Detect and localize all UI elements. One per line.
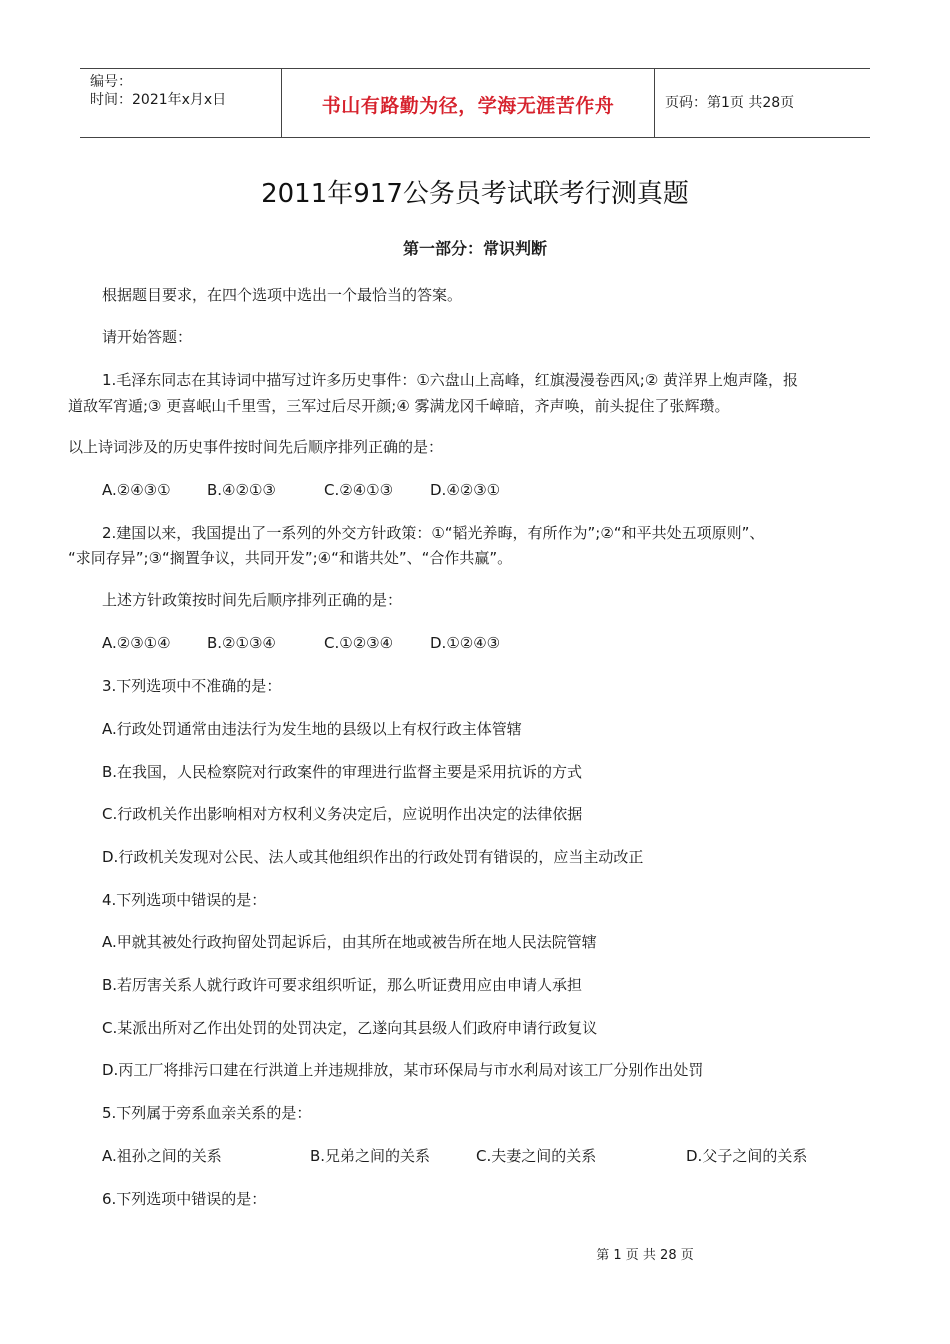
q3-option-c: C.行政机关作出影响相对方权利义务决定后，应说明作出决定的法律依据 bbox=[102, 805, 583, 823]
q5-option-b: B.兄弟之间的关系 bbox=[310, 1147, 431, 1165]
page-footer: 第 1 页 共 28 页 bbox=[596, 1248, 694, 1263]
q4-option-d: D.丙工厂将排污口建在行洪道上并违规排放，某市环保局与市水利局对该工厂分别作出处罚 bbox=[102, 1061, 704, 1079]
q1-question-line: 以上诗词涉及的历史事件按时间先后顺序排列正确的是： bbox=[68, 438, 444, 456]
document-header bbox=[80, 68, 870, 138]
q4-option-c: C.某派出所对乙作出处罚的处罚决定，乙遂向其县级人们政府申请行政复议 bbox=[102, 1019, 598, 1037]
q1-stem-line-2: 道敌军宵遁;③ 更喜岷山千里雪，三军过后尽开颜;④ 雾满龙冈千嶂暗，齐声唤，前头捉住了张辉瓒。 bbox=[68, 397, 730, 415]
q1-option-c: C.②④①③ bbox=[324, 481, 394, 499]
q4-stem: 4.下列选项中错误的是： bbox=[102, 891, 267, 909]
document-time-label: 时间：2021年x月x日 bbox=[90, 92, 227, 108]
q3-option-b: B.在我国，人民检察院对行政案件的审理进行监督主要是采用抗诉的方式 bbox=[102, 763, 583, 781]
q2-question-line: 上述方针政策按时间先后顺序排列正确的是： bbox=[102, 591, 403, 609]
q2-option-b: B.②①③④ bbox=[207, 634, 276, 652]
q1-stem-line-1: 1.毛泽东同志在其诗词中描写过许多历史事件：①六盘山上高峰，红旗漫漫卷西风;② 黄洋界上炮声隆，报 bbox=[102, 371, 799, 389]
q6-stem: 6.下列选项中错误的是： bbox=[102, 1190, 267, 1208]
header-page-cell bbox=[655, 69, 870, 137]
q5-stem: 5.下列属于旁系血亲关系的是： bbox=[102, 1104, 312, 1122]
q3-stem: 3.下列选项中不准确的是： bbox=[102, 677, 282, 695]
q2-stem-line-2: “求同存异”;③“搁置争议，共同开发”;④“和谐共处”、“合作共赢”。 bbox=[68, 549, 513, 567]
q1-option-a: A.②④③① bbox=[102, 481, 171, 499]
section-title: 第一部分：常识判断 bbox=[402, 239, 547, 258]
document-title: 2011年917公务员考试联考行测真题 bbox=[261, 179, 689, 209]
q1-option-d: D.④②③① bbox=[430, 481, 501, 499]
header-meta-cell bbox=[80, 69, 280, 137]
instructions-text: 根据题目要求，在四个选项中选出一个最恰当的答案。 bbox=[102, 286, 463, 304]
q5-option-d: D.父子之间的关系 bbox=[686, 1147, 808, 1165]
q3-option-d: D.行政机关发现对公民、法人或其他组织作出的行政处罚有错误的，应当主动改正 bbox=[102, 848, 644, 866]
q4-option-b: B.若厉害关系人就行政许可要求组织听证，那么听证费用应由申请人承担 bbox=[102, 976, 583, 994]
header-motto-cell bbox=[281, 69, 655, 137]
q2-option-d: D.①②④③ bbox=[430, 634, 501, 652]
q5-option-c: C.夫妻之间的关系 bbox=[476, 1147, 597, 1165]
q4-option-a: A.甲就其被处行政拘留处罚起诉后，由其所在地或被告所在地人民法院管辖 bbox=[102, 933, 597, 951]
q5-option-a: A.祖孙之间的关系 bbox=[102, 1147, 222, 1165]
start-prompt: 请开始答题： bbox=[102, 328, 193, 346]
header-page-info: 页码：第1页 共28页 bbox=[665, 95, 795, 111]
q3-option-a: A.行政处罚通常由违法行为发生地的县级以上有权行政主体管辖 bbox=[102, 720, 522, 738]
q2-stem-line-1: 2.建国以来，我国提出了一系列的外交方针政策：①“韬光养晦，有所作为”;②“和平共处五项原则”、 bbox=[102, 524, 765, 542]
q2-option-a: A.②③①④ bbox=[102, 634, 171, 652]
q1-option-b: B.④②①③ bbox=[207, 481, 276, 499]
document-number-label: 编号： bbox=[90, 74, 132, 90]
header-motto: 书山有路勤为径，学海无涯苦作舟 bbox=[321, 95, 615, 117]
q2-option-c: C.①②③④ bbox=[324, 634, 394, 652]
